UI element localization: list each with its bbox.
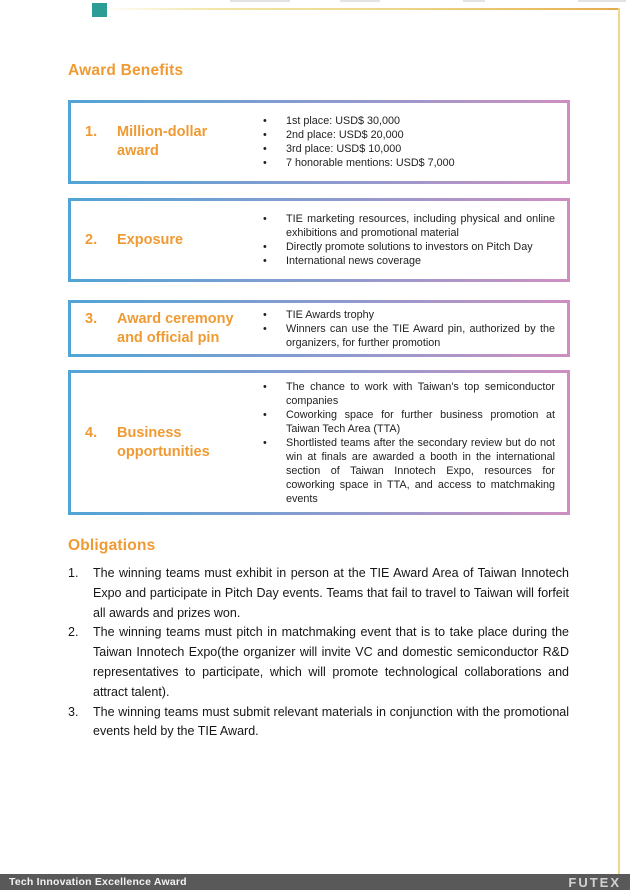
obligation-item-text: The winning teams must pitch in matchmaking event that is to take place during the Taiwan Innotech Expo(the organizer will invite VC and domestic semiconductor R&D representatives to participate, which will promote technological collaborations and attract talent). <box>93 625 569 699</box>
obligation-item <box>68 623 569 702</box>
benefit-box-title-area <box>71 231 259 250</box>
benefit-bullet: • 2nd place: USD$ 20,000 <box>259 128 555 142</box>
benefit-box-bullets <box>259 212 567 268</box>
benefit-bullet: • Directly promote solutions to investors on Pitch Day <box>259 240 555 254</box>
teal-corner-marker <box>92 3 107 17</box>
benefit-box <box>68 198 570 282</box>
benefit-bullet: • TIE marketing resources, including physical and online exhibitions and promotional material <box>259 212 555 240</box>
benefit-box-list <box>68 100 570 515</box>
benefit-box-title: Award ceremony and official pin <box>117 310 234 346</box>
footer-document-title: Tech Innovation Excellence Award <box>9 876 187 888</box>
benefit-bullet: • The chance to work with Taiwan's top semiconductor companies <box>259 380 555 408</box>
section-title-obligations: Obligations <box>68 537 156 554</box>
benefit-box-title-area <box>71 424 259 462</box>
benefit-bullet: • Winners can use the TIE Award pin, authorized by the organizers, for further promotion <box>259 322 555 350</box>
footer-bar <box>0 874 630 890</box>
obligation-item-number: 2. <box>68 625 79 640</box>
clipped-text-remnant <box>340 0 380 2</box>
benefit-box-title: Exposure <box>117 231 184 248</box>
benefit-box-bullets <box>259 308 567 350</box>
clipped-text-remnant <box>463 0 485 2</box>
benefit-box-number: 3. <box>85 310 98 327</box>
obligation-item-number: 1. <box>68 566 79 580</box>
benefit-box-bullets <box>259 380 567 506</box>
benefit-box-number: 2. <box>85 231 98 248</box>
benefit-box-title-area <box>71 310 259 348</box>
obligation-item-text: The winning teams must exhibit in person at the TIE Award Area of Taiwan Innotech Expo and participate in Pitch Day events. Teams that fail to travel to Taiwan will forfeit all awards and prizes won. <box>93 566 569 620</box>
obligation-item-text: The winning teams must submit relevant materials in conjunction with the promotional events held by the TIE Award. <box>93 704 569 739</box>
benefit-box-bullets <box>259 114 567 170</box>
benefit-box <box>68 300 570 357</box>
benefit-box-title: Million-dollar award <box>117 124 208 159</box>
benefit-bullet: • 3rd place: USD$ 10,000 <box>259 142 555 156</box>
obligation-item-number: 3. <box>68 704 79 719</box>
benefit-bullet: • Coworking space for further business promotion at Taiwan Tech Area (TTA) <box>259 408 555 436</box>
benefit-box-number: 4. <box>85 424 98 441</box>
benefit-box-title-area <box>71 123 259 161</box>
clipped-text-remnant <box>578 0 626 2</box>
obligation-item <box>68 703 569 743</box>
benefit-box-number: 1. <box>85 124 98 140</box>
clipped-text-remnant <box>230 0 290 2</box>
benefit-bullet: • International news coverage <box>259 254 555 268</box>
gold-frame-top <box>100 8 620 10</box>
benefit-bullet: • 7 honorable mentions: USD$ 7,000 <box>259 156 555 170</box>
futex-logo: FUTEX <box>568 874 621 890</box>
benefit-box <box>68 100 570 184</box>
section-title-award-benefits: Award Benefits <box>68 62 184 79</box>
gold-frame-right <box>618 8 620 874</box>
obligations-list <box>68 564 569 742</box>
obligation-item <box>68 564 569 623</box>
benefit-box <box>68 370 570 515</box>
benefit-box-title: Business opportunities <box>117 424 210 460</box>
benefit-bullet: • Shortlisted teams after the secondary review but do not win at finals are awarded a booth in the international section of Taiwan Innotech Expo, resources for coworking space in TTA, and access to matchmaking events <box>259 436 555 506</box>
benefit-bullet: • TIE Awards trophy <box>259 308 555 322</box>
benefit-bullet: • 1st place: USD$ 30,000 <box>259 114 555 128</box>
